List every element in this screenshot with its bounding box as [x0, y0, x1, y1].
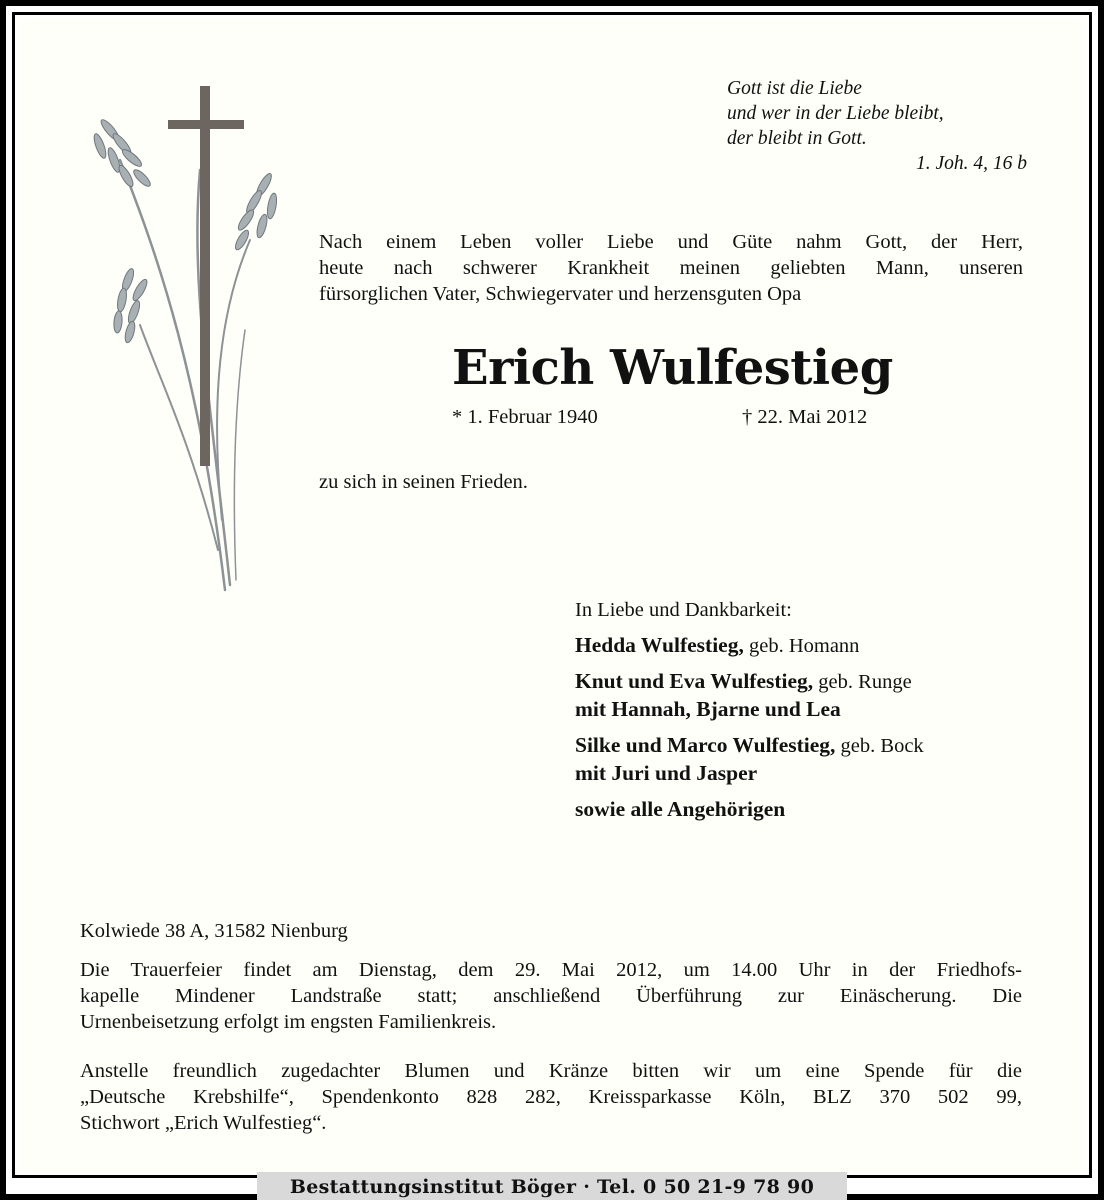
- mourners-list: [575, 597, 1045, 824]
- verse-line: und wer in der Liebe bleibt,: [727, 103, 944, 124]
- family-address: Kolwiede 38 A, 31582 Nienburg: [80, 920, 348, 942]
- deceased-name: Erich Wulfestieg: [452, 340, 893, 396]
- service-line: Die Trauerfeier findet am Dienstag, dem 29. Mai 2012, um 14.00 Uhr in der Friedhofs-: [80, 959, 1022, 981]
- verse-reference: 1. Joh. 4, 16 b: [915, 153, 1027, 174]
- intro-line: fürsorglichen Vater, Schwiegervater und herzensguten Opa: [319, 283, 802, 305]
- mourner-name: Hedda Wulfestieg,: [575, 633, 744, 657]
- mourner-maiden-name: geb. Homann: [743, 635, 860, 657]
- mourner-children: [575, 760, 1045, 788]
- service-line: Urnenbeisetzung erfolgt im engsten Familienkreis.: [80, 1011, 497, 1033]
- mourner-maiden-name: geb. Runge: [813, 671, 912, 693]
- donation-line: Stichwort „Erich Wulfestieg“.: [80, 1112, 327, 1134]
- mourner-entry: [575, 732, 1045, 760]
- mourner-children-names: mit Hannah, Bjarne und Lea: [575, 697, 841, 721]
- funeral-service-info: [80, 957, 1022, 1035]
- closing-text: zu sich in seinen Frieden.: [319, 471, 528, 493]
- funeral-home-footer: Bestattungsinstitut Böger · Tel. 0 50 21-9 78 90: [257, 1172, 847, 1200]
- verse-line: Gott ist die Liebe: [727, 78, 862, 99]
- mourner-name: Knut und Eva Wulfestieg,: [575, 669, 814, 693]
- donation-line: Anstelle freundlich zugedachter Blumen und Kränze bitten wir um eine Spende für die: [80, 1060, 1022, 1082]
- other-relatives-text: sowie alle Angehörigen: [575, 797, 786, 821]
- intro-line: heute nach schwerer Krankheit meinen geliebten Mann, unseren: [319, 257, 1023, 279]
- mourners-heading: In Liebe und Dankbarkeit:: [575, 599, 792, 621]
- other-relatives: [575, 796, 1045, 824]
- mourner-name: Silke und Marco Wulfestieg,: [575, 733, 836, 757]
- mourner-children-names: mit Juri und Jasper: [575, 761, 758, 785]
- death-date: † 22. Mai 2012: [742, 406, 868, 428]
- cross-with-wheat-icon: [50, 80, 290, 600]
- service-line: kapelle Mindener Landstraße statt; anschließend Überführung zur Einäscherung. Die: [80, 985, 1022, 1007]
- verse-line: der bleibt in Gott.: [727, 128, 867, 149]
- mourner-children: [575, 696, 1045, 724]
- intro-text: [319, 229, 1023, 307]
- intro-line: Nach einem Leben voller Liebe und Güte nahm Gott, der Herr,: [319, 231, 1023, 253]
- mourner-entry: [575, 632, 1045, 660]
- mourner-entry: [575, 668, 1045, 696]
- bible-verse: [727, 76, 1027, 176]
- birth-date: * 1. Februar 1940: [452, 406, 598, 428]
- donation-info: [80, 1058, 1022, 1136]
- donation-line: „Deutsche Krebshilfe“, Spendenkonto 828 282, Kreissparkasse Köln, BLZ 370 502 99,: [80, 1086, 1022, 1108]
- mourner-maiden-name: geb. Bock: [835, 735, 924, 757]
